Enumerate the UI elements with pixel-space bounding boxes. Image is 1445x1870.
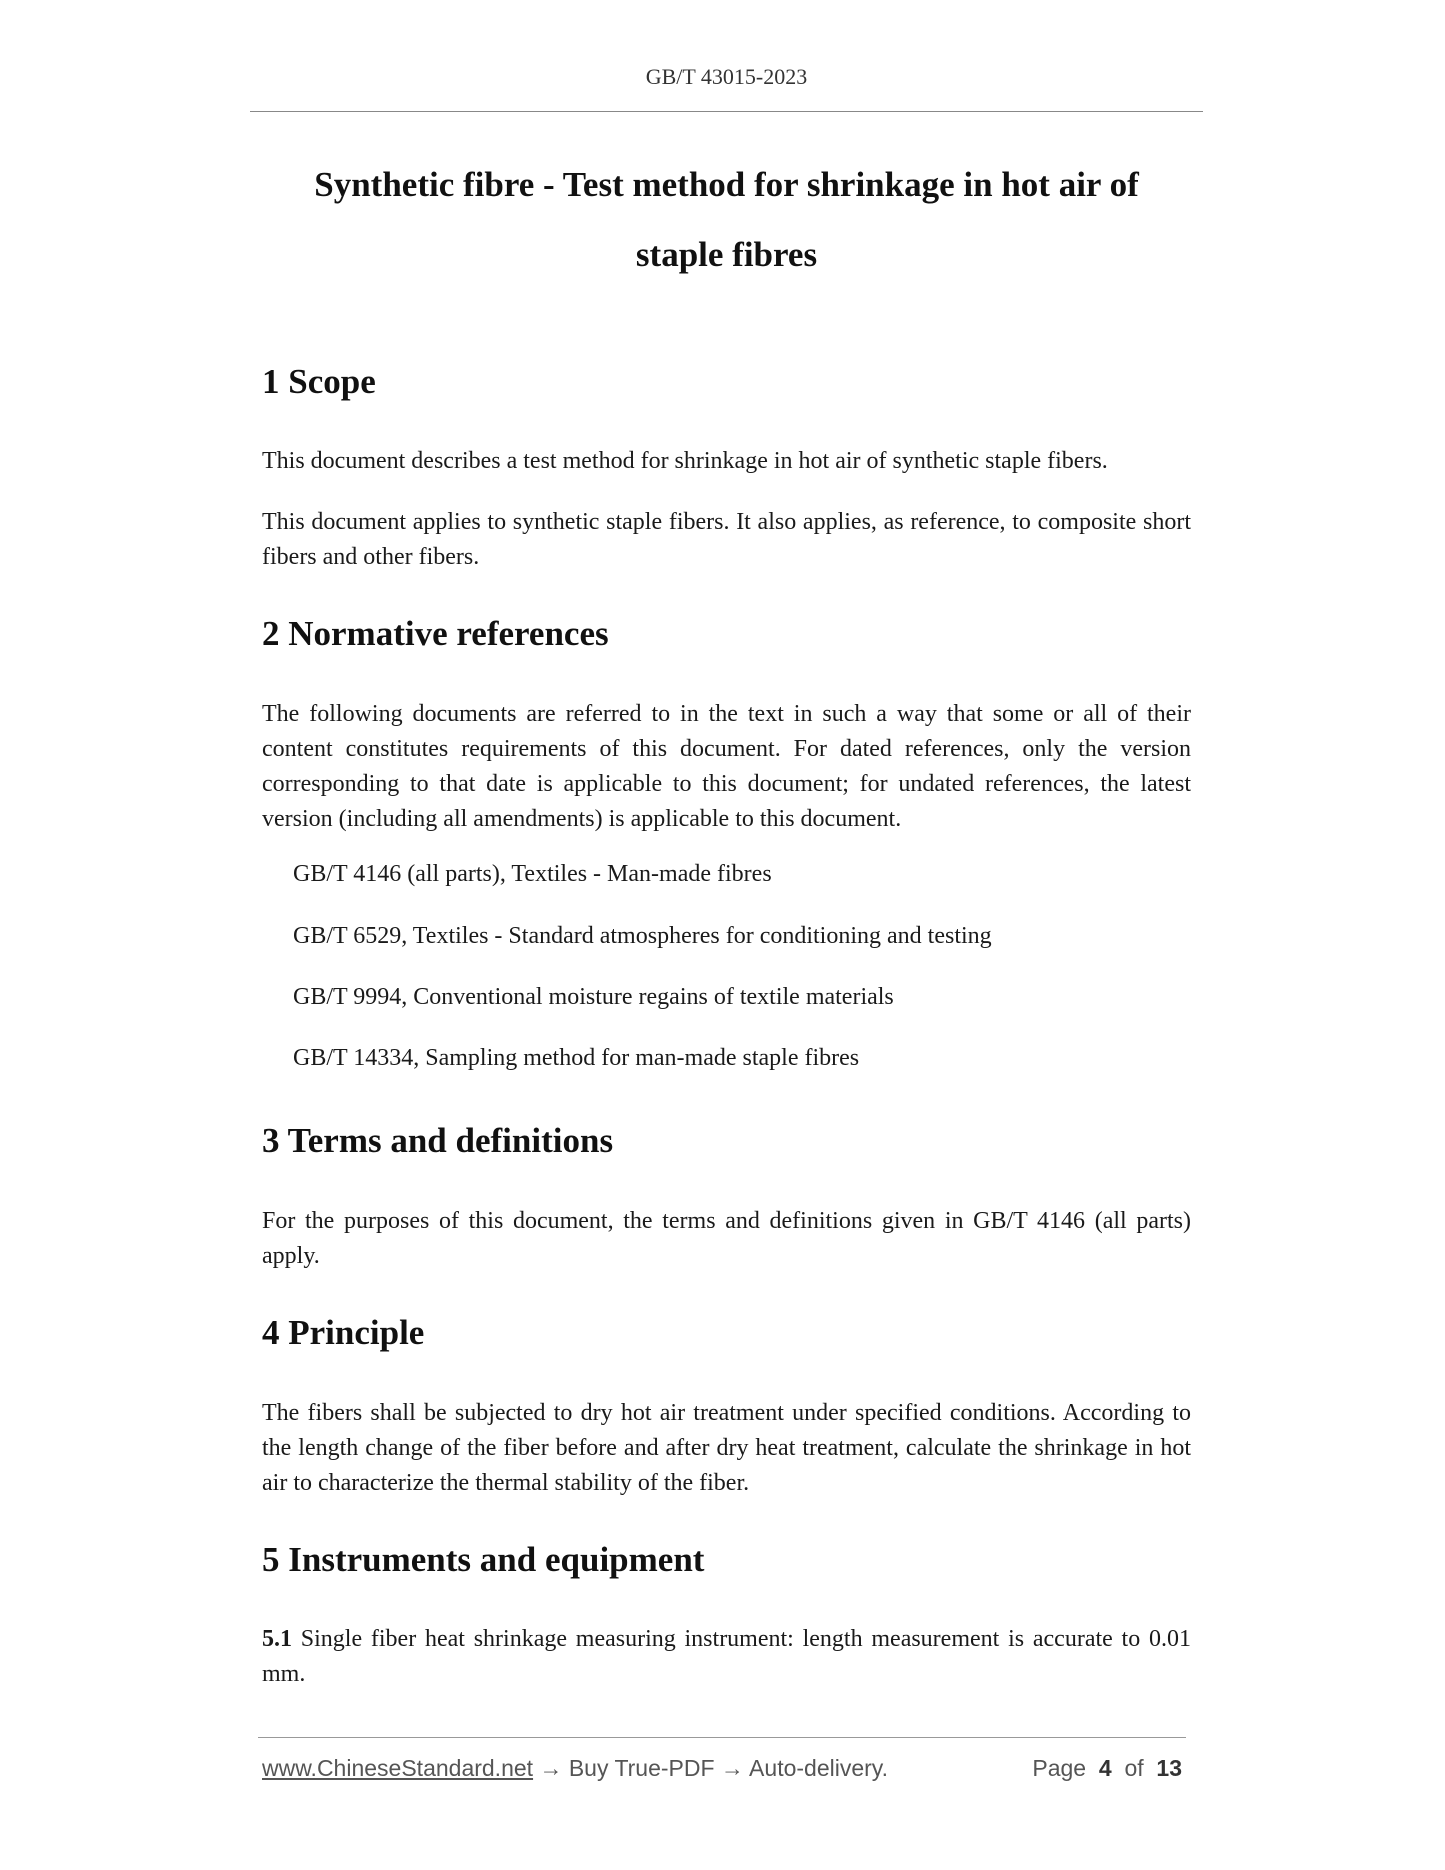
clause-number: 5.1 [262, 1626, 292, 1652]
reference-item: GB/T 6529, Textiles - Standard atmospheres for conditioning and testing [293, 923, 992, 949]
section-heading-terms: 3 Terms and definitions [262, 1121, 614, 1160]
page-total: 13 [1156, 1755, 1182, 1781]
page-number [1032, 1755, 1182, 1782]
instrument-item-5-1 [262, 1622, 1191, 1692]
scope-paragraph-2: This document applies to synthetic staple fibers. It also applies, as reference, to composite short fibers and other fibers. [262, 509, 1191, 570]
clause-text: Single fiber heat shrinkage measuring instrument: length measurement is accurate to 0.01 mm. [262, 1626, 1191, 1687]
footer-divider [258, 1737, 1186, 1738]
title-line-1: Synthetic fibre - Test method for shrinkage in hot air of [314, 165, 1139, 204]
normative-paragraph: The following documents are referred to in the text in such a way that some or all of their content constitutes requirements of this document. For dated references, only the version corresponding to that date is applicable to this document; for undated references, the latest version (including all amendments) is applicable to this document. [262, 701, 1191, 832]
principle-paragraph: The fibers shall be subjected to dry hot air treatment under specified conditions. According to the length change of the fiber before and after dry heat treatment, calculate the shrinkage in hot air to characterize the thermal stability of the fiber. [262, 1400, 1191, 1496]
section-heading-instruments: 5 Instruments and equipment [262, 1540, 705, 1579]
page-current: 4 [1098, 1755, 1112, 1781]
site-link[interactable]: www.ChineseStandard.net [262, 1755, 534, 1781]
page-footer [262, 1755, 1182, 1785]
scope-paragraph-1: This document describes a test method for shrinkage in hot air of synthetic staple fibers. [262, 448, 1108, 474]
header-divider [250, 111, 1203, 112]
reference-item: GB/T 14334, Sampling method for man-made staple fibres [293, 1045, 860, 1071]
section-heading-scope: 1 Scope [262, 362, 376, 401]
document-title [262, 150, 1191, 290]
reference-item: GB/T 4146 (all parts), Textiles - Man-made fibres [293, 861, 772, 887]
document-code-header: GB/T 43015-2023 [645, 64, 808, 89]
footer-promo [262, 1755, 888, 1782]
title-line-2: staple fibres [635, 235, 818, 274]
page-label: Page [1032, 1755, 1087, 1781]
section-heading-principle: 4 Principle [262, 1313, 425, 1352]
promo-text: → Buy True-PDF → Auto-delivery. [533, 1755, 888, 1781]
section-heading-normative-references: 2 Normative references [262, 614, 609, 653]
terms-paragraph: For the purposes of this document, the terms and definitions given in GB/T 4146 (all parts) apply. [262, 1208, 1191, 1269]
page-of-label: of [1124, 1755, 1144, 1781]
reference-item: GB/T 9994, Conventional moisture regains of textile materials [293, 984, 894, 1010]
